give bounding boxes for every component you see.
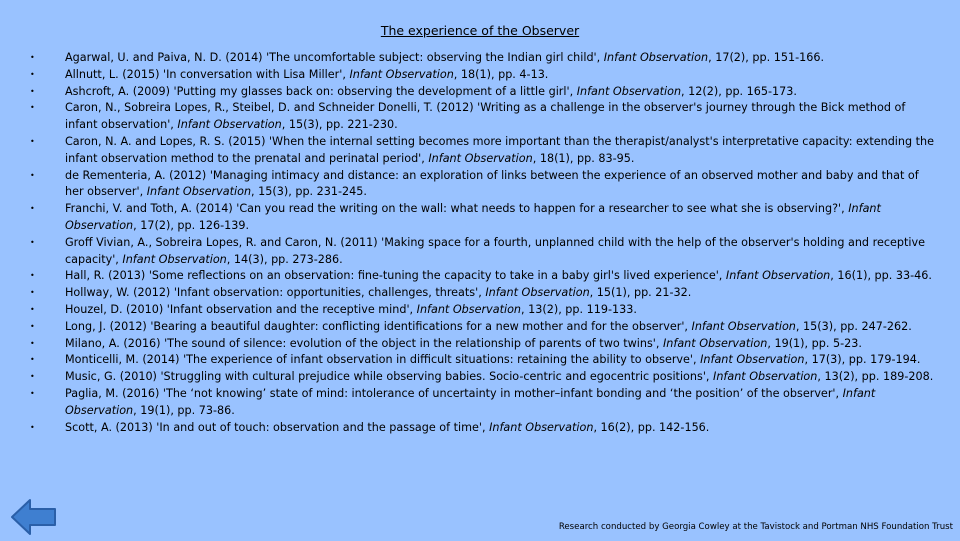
reference-item [30,67,940,84]
reference-text: Paglia, M. (2016) 'The ‘not knowing’ state of mind: intolerance of uncertainty in mother–infant bonding and ‘the position’ of the observer', [65,386,843,400]
reference-details: , 19(1), pp. 73-86. [133,403,235,417]
reference-journal: Infant Observation [725,269,831,283]
reference-item [30,386,940,420]
reference-details: , 17(3), pp. 179-194. [804,353,921,367]
reference-details: , 12(2), pp. 165-173. [681,84,797,98]
reference-item [30,285,940,302]
reference-item [30,352,940,369]
reference-details: , 17(2), pp. 151-166. [708,51,825,64]
reference-text: Allnutt, L. (2015) 'In conversation with Lisa Miller', [65,67,350,81]
bullet-icon: • [30,355,35,365]
bullet-icon: • [30,338,35,348]
reference-details: , 16(1), pp. 33-46. [830,269,932,283]
reference-text: Caron, N. A. and Lopes, R. S. (2015) 'When the internal setting becomes more important than the therapist/analyst's interpretative capacity: extending the infant observation method to the prenatal and perinatal period', [65,134,935,165]
left-arrow-icon [10,497,58,537]
reference-item [30,319,940,336]
reference-item [30,268,940,285]
reference-item [30,369,940,386]
bullet-icon: • [30,304,35,314]
reference-item [30,235,940,269]
reference-item [30,168,940,202]
bullet-icon: • [30,271,35,281]
bullet-icon: • [30,103,35,113]
reference-details: , 13(2), pp. 119-133. [521,302,637,316]
reference-journal: Infant Observation [65,386,876,417]
reference-item [30,84,940,101]
reference-text: Long, J. (2012) 'Bearing a beautiful daughter: conflicting identifications for a new mother and for the observer', [65,319,692,333]
slide-title: The experience of the Observer [380,23,580,38]
reference-text: Monticelli, M. (2014) 'The experience of infant observation in difficult situations: retaining the ability to observe', [65,353,701,367]
bullet-icon: • [30,422,35,432]
reference-list [30,50,940,436]
bullet-icon: • [30,388,35,398]
reference-details: , 13(2), pp. 189-208. [817,370,934,384]
reference-journal: Infant Observation [177,118,282,132]
reference-details: , 14(3), pp. 273-286. [226,252,343,266]
bullet-icon: • [30,53,35,62]
reference-item [30,302,940,319]
bullet-icon: • [30,69,35,79]
reference-journal: Infant Observation [576,84,682,98]
reference-journal: Infant Observation [713,370,818,384]
reference-text: Scott, A. (2013) 'In and out of touch: observation and the passage of time', [65,420,490,434]
bullet-icon: • [30,204,35,214]
reference-details: , 15(3), pp. 247-262. [795,319,912,333]
reference-text: Agarwal, U. and Paiva, N. D. (2014) 'The uncomfortable subject: observing the Indian girl child', [65,51,604,64]
reference-journal: Infant Observation [428,151,533,165]
reference-details: , 15(1), pp. 21-32. [589,286,692,300]
reference-journal: Infant Observation [603,51,709,64]
reference-details: , 18(1), pp. 83-95. [532,151,635,165]
reference-text: Houzel, D. (2010) 'Infant observation and the receptive mind', [65,302,417,316]
reference-text: Groff Vivian, A., Sobreira Lopes, R. and Caron, N. (2011) 'Making space for a fourth, unplanned child with the help of the observer's holding and receptive capacity', [65,235,925,266]
reference-item [30,420,940,437]
reference-details: , 15(3), pp. 221-230. [281,118,398,132]
reference-text: Hollway, W. (2012) 'Infant observation: opportunities, challenges, threats', [65,286,486,300]
reference-item [30,201,940,235]
reference-journal: Infant Observation [489,420,594,434]
reference-item [30,50,940,67]
bullet-icon: • [30,372,35,382]
reference-details: , 17(2), pp. 126-139. [133,218,250,232]
reference-text: de Rementeria, A. (2012) 'Managing intimacy and distance: an exploration of links between the experience of an observed mother and baby and that of her observer', [65,168,919,199]
reference-journal: Infant Observation [349,67,454,81]
reference-journal: Infant Observation [65,202,881,232]
reference-details: , 15(3), pp. 231-245. [251,185,367,199]
reference-journal: Infant Observation [663,336,768,350]
bullet-icon: • [30,170,35,180]
reference-journal: Infant Observation [700,353,805,367]
bullet-icon: • [30,321,35,331]
reference-journal: Infant Observation [146,185,252,199]
reference-text: Caron, N., Sobreira Lopes, R., Steibel, D. and Schneider Donelli, T. (2012) 'Writing as a challenge in the observer's journey through the Bick method of infant observation', [65,101,906,132]
reference-details: , 19(1), pp. 5-23. [767,336,862,350]
reference-text: Franchi, V. and Toth, A. (2014) 'Can you read the writing on the wall: what needs to happen for a researcher to see what she is observing?', [65,202,849,216]
reference-journal: Infant Observation [691,319,796,333]
back-button[interactable] [10,497,58,537]
reference-journal: Infant Observation [122,252,227,266]
reference-details: , 16(2), pp. 142-156. [593,420,710,434]
bullet-icon: • [30,86,35,96]
reference-journal: Infant Observation [485,286,590,300]
reference-item [30,100,940,134]
reference-journal: Infant Observation [416,302,521,316]
bullet-icon: • [30,237,35,247]
bullet-icon: • [30,288,35,298]
reference-text: Music, G. (2010) 'Struggling with cultural prejudice while observing babies. Socio-centric and egocentric positions', [65,370,714,384]
reference-text: Hall, R. (2013) 'Some reflections on an observation: fine-tuning the capacity to take in a baby girl's lived experience', [65,269,726,283]
reference-item [30,336,940,353]
reference-text: Milano, A. (2016) 'The sound of silence: evolution of the object in the relationship of parents of two twins', [65,336,663,350]
footer-credit: Research conducted by Georgia Cowley at the Tavistock and Portman NHS Foundation Trust [558,522,953,532]
reference-item [30,134,940,168]
bullet-icon: • [30,136,35,146]
reference-details: , 18(1), pp. 4-13. [453,67,549,81]
reference-text: Ashcroft, A. (2009) 'Putting my glasses back on: observing the development of a little girl', [65,84,577,98]
